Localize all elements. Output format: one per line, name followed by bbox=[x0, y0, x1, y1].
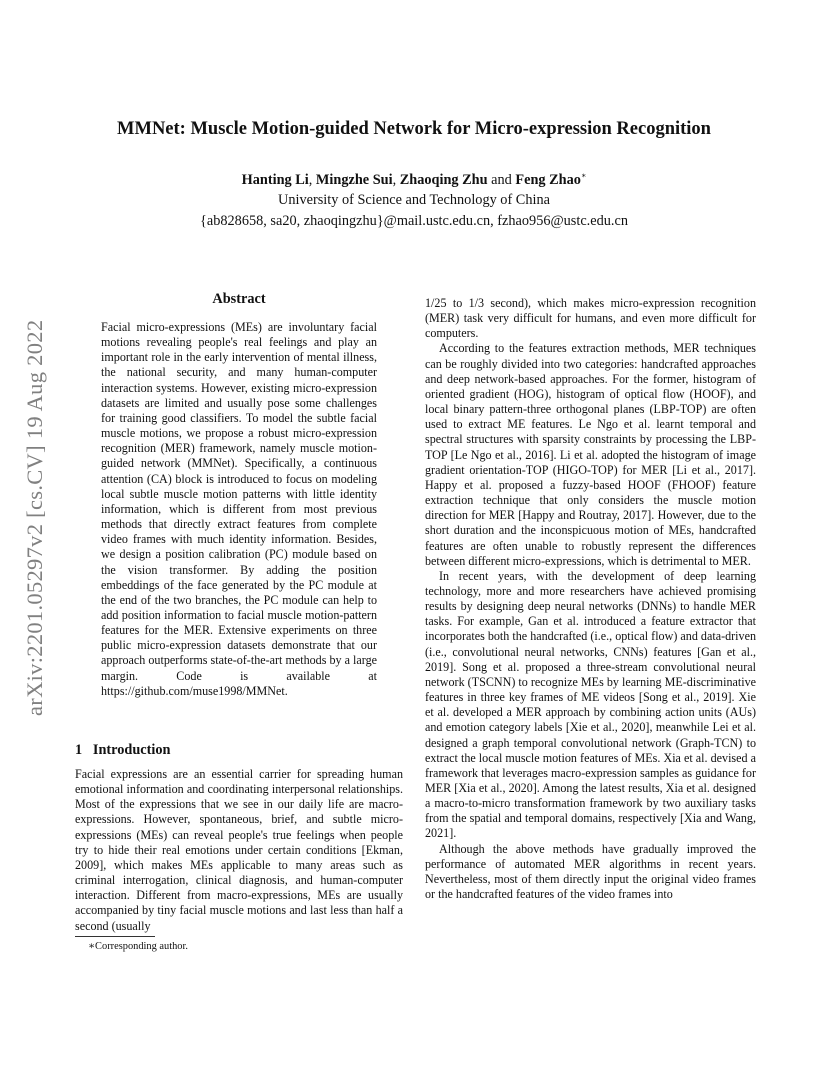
introduction-body bbox=[75, 767, 403, 934]
paragraph: 1/25 to 1/3 second), which makes micro-expression recognition (MER) task very difficult for humans, and even more difficult for computers. bbox=[425, 296, 756, 341]
affiliation: University of Science and Technology of China bbox=[278, 192, 550, 208]
author-list: Hanting Li, Mingzhe Sui, Zhaoqing Zhu and Feng Zhao∗ bbox=[241, 171, 587, 188]
paragraph: Facial expressions are an essential carrier for spreading human emotional information and coordinating interpersonal relationships. Most of the expressions that we see in our daily life are macro-expressions. However, spontaneous, brief, and subtle micro-expressions (MEs) can reveal people's true feelings when people try to hide their real emotions under certain conditions [Ekman, 2009], which makes MEs applicable to many areas such as criminal interrogation, clinical diagnosis, and human-computer interaction. Different from macro-expressions, MEs are usually accompanied by tiny facial muscle motions and last less than half a second (usually bbox=[75, 767, 403, 933]
abstract-heading: Abstract bbox=[212, 291, 266, 307]
footnote-rule bbox=[75, 936, 155, 937]
author-name: Mingzhe Sui bbox=[315, 172, 393, 188]
paragraph: In recent years, with the development of deep learning technology, more and more researchers have achieved promising results by designing deep neural networks (DNNs) to handle MER tasks. For example, Gan et al. introduced a feature extractor that incorporates both the handcrafted (i.e., optical flow) and data-driven (i.e., convolutional neural networks, CNNs) features [Gan et al., 2019]. Song et al. proposed a three-stream convolutional neural network (TSCNN) to recognize MEs by learning ME-discriminative features in three key frames of ME videos [Song et al., 2019]. Xie et al. developed a MER approach by combining action units (AUs) and emotion category labels [Xie et al., 2020], meanwhile Lei et al. designed a graph temporal convolutional network (Graph-TCN) to extract the local muscle motion features of MEs. Xia et al. devised a framework that leverages macro-expression samples as guidance for MER [Xia et al., 2020]. Among the latest results, Xia et al. designed a macro-to-micro transformation framework by two auxiliary tasks from the spatial and temporal domains, respectively [Xia and Wang, 2021]. bbox=[425, 568, 756, 841]
corresponding-author-mark: ∗ bbox=[580, 171, 587, 181]
paragraph: According to the features extraction methods, MER techniques can be roughly divided into two categories: handcrafted approaches and deep network-based approaches. For the former, histogram of oriented gradient (HOG), histogram of optical flow (HOOF), and local binary pattern-three orthogonal planes (LBP-TOP) are often used to extract ME features. Le Ngo et al. learnt temporal and spectral structures with sparsity constraints by processing the LBP-TOP [Le Ngo et al., 2016]. Li et al. adopted the histogram of image gradient orientation-TOP (HIGO-TOP) for MER [Li et al., 2017]. Happy et al. proposed a fuzzy-based HOOF (FHOOF) feature extraction technique that only considers the muscle motion direction for MER [Happy and Routray, 2017]. However, due to the short duration and the inconspicuous motion of MEs, handcrafted features are often unable to robustly represent the differences between different micro-expressions, which is detrimental to MER. bbox=[425, 341, 756, 568]
author-conjunction: and bbox=[491, 172, 512, 188]
paragraph: Although the above methods have gradually improved the performance of automated MER algorithms in recent years. Nevertheless, most of them directly input the original video frames or the handcrafted features of the video frames into bbox=[425, 841, 756, 902]
arxiv-stamp: arXiv:2201.05297v2 [cs.CV] 19 Aug 2022 bbox=[22, 319, 47, 717]
right-column-body bbox=[425, 296, 756, 902]
abstract-text: Facial micro-expressions (MEs) are involuntary facial motions revealing people's real feelings and play an important role in the early intervention of mental illness, the national security, and many human-computer interaction systems. However, existing micro-expression datasets are limited and usually pose some challenges for training good classifiers. To model the subtle facial muscle motions, we propose a robust micro-expression recognition (MER) framework, namely muscle motion-guided network (MMNet). Specifically, a continuous attention (CA) block is introduced to focus on modeling local subtle muscle motion patterns with little identity information, which is different from most previous methods that directly extract features from complete video frames with much identity information. Besides, we design a position calibration (PC) module based on the vision transformer. By adding the position embeddings of the face generated by the PC module at the end of the two branches, the PC module can help to add position information to facial muscle motion-pattern features for the MER. Extensive experiments on three public micro-expression datasets demonstrate that our approach outperforms state-of-the-art methods by a large margin. Code is available at https://github.com/muse1998/MMNet. bbox=[101, 320, 377, 698]
paper-title: MMNet: Muscle Motion-guided Network for Micro-expression Recognition bbox=[117, 119, 711, 139]
author-name: Hanting Li bbox=[241, 172, 309, 188]
author-name: Feng Zhao bbox=[515, 172, 581, 188]
section-title: Introduction bbox=[92, 742, 171, 758]
abstract-body bbox=[101, 320, 377, 699]
section-heading-introduction bbox=[75, 742, 170, 759]
author-emails: {ab828658, sa20, zhaoqingzhu}@mail.ustc.edu.cn, fzhao956@ustc.edu.cn bbox=[200, 213, 628, 229]
section-number: 1 bbox=[75, 742, 83, 758]
author-name: Zhaoqing Zhu bbox=[399, 172, 488, 188]
footnote: ∗Corresponding author. bbox=[88, 941, 188, 952]
